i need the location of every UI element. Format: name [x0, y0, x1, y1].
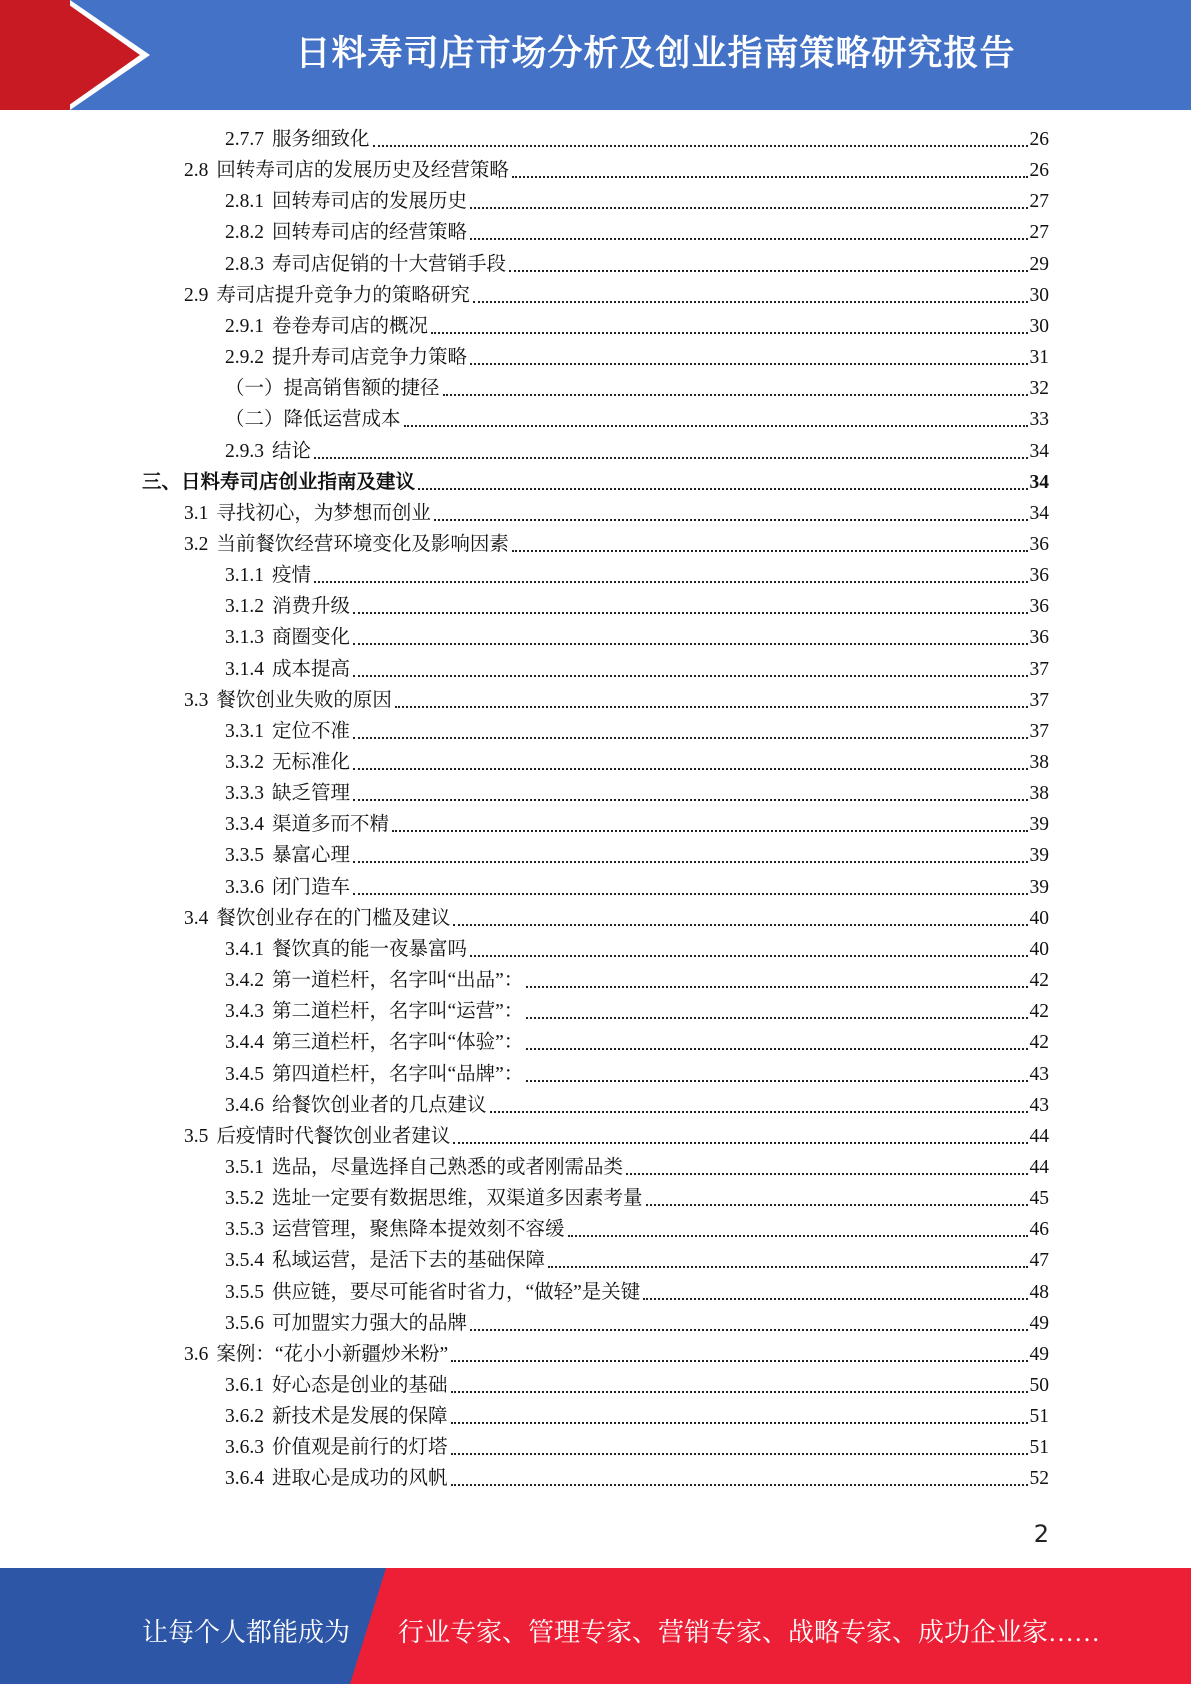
toc-entry[interactable]	[184, 282, 1049, 310]
toc-entry-page: 44	[1029, 1125, 1049, 1147]
toc-entry-number: 3.5.4	[225, 1250, 264, 1272]
toc-entry-title: 选品，尽量选择自己熟悉的或者刚需品类	[272, 1156, 624, 1178]
toc-entry-title: 卷卷寿司店的概况	[272, 315, 429, 337]
toc-leader-dots	[353, 643, 1027, 645]
toc-leader-dots	[646, 1204, 1028, 1206]
toc-entry[interactable]	[184, 1123, 1049, 1151]
toc-entry-title: 无标准化	[272, 752, 351, 773]
toc-leader-dots	[526, 1017, 1027, 1019]
toc-leader-dots	[353, 799, 1027, 801]
toc-entry[interactable]	[225, 1029, 1049, 1057]
toc-entry[interactable]	[225, 1247, 1049, 1275]
toc-leader-dots	[512, 176, 1028, 178]
toc-entry[interactable]	[225, 811, 1049, 839]
toc-entry[interactable]	[225, 1403, 1049, 1431]
toc-entry-title: 可加盟实力强大的品牌	[272, 1312, 468, 1334]
toc-leader-dots	[526, 1080, 1027, 1082]
toc-entry-title: 定位不准	[272, 720, 351, 742]
header-red-chevron	[62, 0, 140, 110]
toc-leader-dots	[353, 861, 1027, 863]
toc-leader-dots	[453, 1142, 1027, 1144]
toc-entry-title: 寿司店提升竞争力的策略研究	[216, 284, 470, 306]
toc-entry-title: 给餐饮创业者的几点建议	[272, 1094, 487, 1116]
toc-entry-title: 案例：“花小小新疆炒米粉”	[216, 1343, 449, 1365]
toc-entry-number: 3.6	[184, 1343, 209, 1365]
toc-entry-number: 3.3.6	[225, 876, 264, 898]
footer-blue-slant	[350, 1568, 386, 1684]
toc-entry-number: 3.1.4	[225, 658, 264, 680]
toc-entry-number: 2.8.2	[225, 222, 264, 244]
toc-entry-page: 27	[1029, 191, 1049, 213]
toc-entry[interactable]	[225, 219, 1049, 247]
toc-entry-page: 30	[1029, 284, 1049, 306]
toc-entry-page: 45	[1029, 1188, 1049, 1210]
toc-entry-title: 三、日料寿司店创业指南及建议	[142, 471, 416, 493]
toc-entry-page: 46	[1029, 1219, 1049, 1241]
toc-leader-dots	[314, 581, 1027, 583]
toc-leader-dots	[490, 1111, 1028, 1113]
toc-leader-dots	[473, 301, 1028, 303]
toc-leader-dots	[451, 1453, 1028, 1455]
toc-entry[interactable]	[184, 687, 1049, 715]
toc-leader-dots	[373, 145, 1028, 147]
toc-entry-page: 38	[1029, 783, 1049, 805]
toc-entry-number: 3.6.4	[225, 1468, 264, 1490]
toc-entry-title: 第二道栏杆，名字叫“运营”：	[272, 1001, 524, 1023]
toc-entry[interactable]	[225, 1372, 1049, 1400]
toc-entry-page: 37	[1029, 689, 1049, 711]
toc-entry-page: 36	[1029, 533, 1049, 555]
footer-slogan-left: 让每个人都能成为	[142, 1618, 351, 1647]
toc-leader-dots	[626, 1173, 1027, 1175]
toc-entry[interactable]	[225, 718, 1049, 746]
toc-entry[interactable]	[225, 780, 1049, 808]
toc-entry[interactable]	[225, 1061, 1049, 1089]
toc-entry[interactable]	[142, 469, 1049, 497]
toc-entry[interactable]	[225, 936, 1049, 964]
toc-entry-number: 3.1.3	[225, 627, 264, 649]
toc-entry-title: 商圈变化	[272, 627, 351, 649]
toc-entry[interactable]	[225, 656, 1049, 684]
toc-entry-page: 49	[1029, 1312, 1049, 1334]
toc-entry-number: 3.1.2	[225, 596, 264, 618]
toc-entry-title: 回转寿司店的经营策略	[272, 222, 468, 244]
toc-entry[interactable]	[225, 842, 1049, 870]
toc-entry-number: 3.1.1	[225, 565, 264, 587]
toc-entry[interactable]	[184, 1341, 1049, 1369]
toc-entry[interactable]	[225, 313, 1049, 341]
toc-entry-title: 第三道栏杆，名字叫“体验”：	[272, 1032, 524, 1054]
toc-entry-page: 26	[1029, 129, 1049, 150]
toc-entry-title: 餐饮真的能一夜暴富吗	[272, 938, 468, 960]
toc-entry-number: 3.4.6	[225, 1094, 264, 1116]
toc-entry-number: 2.9.2	[225, 347, 264, 369]
toc-entry-number: 3.5.2	[225, 1188, 264, 1210]
toc-entry[interactable]	[225, 1154, 1049, 1182]
toc-entry-title: 结论	[272, 440, 312, 462]
toc-entry-page: 39	[1029, 845, 1049, 867]
toc-entry-page: 34	[1029, 440, 1049, 462]
toc-entry-title: 暴富心理	[272, 845, 351, 867]
toc-entry[interactable]	[225, 406, 1049, 434]
toc-entry[interactable]	[225, 998, 1049, 1026]
toc-entry[interactable]	[225, 1310, 1049, 1338]
toc-entry-title: 回转寿司店的发展历史	[272, 191, 468, 213]
toc-entry-page: 36	[1029, 596, 1049, 618]
page-number: 2	[1033, 1520, 1049, 1548]
toc-entry[interactable]	[225, 562, 1049, 590]
toc-entry-number: 3.1	[184, 502, 209, 524]
toc-leader-dots	[509, 270, 1027, 272]
toc-entry-title: 缺乏管理	[272, 783, 351, 805]
toc-entry-page: 32	[1029, 378, 1049, 400]
toc-entry-page: 30	[1029, 315, 1049, 337]
toc-entry[interactable]	[225, 874, 1049, 902]
toc-entry-number: 2.7.7	[225, 129, 264, 150]
toc-entry-page: 50	[1029, 1375, 1049, 1396]
toc-leader-dots	[548, 1266, 1027, 1268]
toc-leader-dots	[418, 488, 1027, 490]
toc-entry[interactable]	[225, 344, 1049, 372]
toc-entry-page: 44	[1029, 1156, 1049, 1178]
toc-entry-page: 33	[1029, 409, 1049, 431]
toc-leader-dots	[353, 893, 1027, 895]
toc-entry-number: 2.9	[184, 284, 209, 306]
toc-leader-dots	[643, 1298, 1027, 1300]
toc-entry[interactable]	[225, 967, 1049, 995]
toc-entry-title: 渠道多而不精	[272, 814, 390, 836]
toc-entry-title: （一）提高销售额的捷径	[225, 378, 440, 400]
toc-leader-dots	[443, 394, 1028, 396]
toc-entry-page: 34	[1029, 471, 1049, 493]
toc-leader-dots	[353, 612, 1027, 614]
toc-entry[interactable]	[225, 375, 1049, 403]
toc-entry-title: （二）降低运营成本	[225, 409, 401, 431]
toc-leader-dots	[526, 1048, 1027, 1050]
toc-entry-number: 3.5.1	[225, 1156, 264, 1178]
toc-entry-title: 提升寿司店竞争力策略	[272, 347, 468, 369]
toc-leader-dots	[470, 207, 1027, 209]
toc-entry-title: 寿司店促销的十大营销手段	[272, 253, 507, 275]
toc-entry-page: 42	[1029, 1001, 1049, 1023]
toc-entry-page: 39	[1029, 814, 1049, 836]
toc-entry-title: 第四道栏杆，名字叫“品牌”：	[272, 1063, 524, 1085]
toc-entry-page: 37	[1029, 658, 1049, 680]
toc-entry-page: 26	[1029, 160, 1049, 182]
toc-entry-page: 31	[1029, 347, 1049, 369]
toc-leader-dots	[568, 1235, 1028, 1237]
toc-entry-page: 40	[1029, 907, 1049, 929]
toc-entry-title: 进取心是成功的风帆	[272, 1468, 448, 1490]
toc-entry-page: 37	[1029, 720, 1049, 742]
toc-leader-dots	[392, 830, 1027, 832]
toc-leader-dots	[451, 1360, 1027, 1362]
toc-entry-page: 27	[1029, 222, 1049, 244]
toc-entry-title: 第一道栏杆，名字叫“出品”：	[272, 970, 524, 992]
toc-entry[interactable]	[184, 531, 1049, 559]
toc-entry-title: 餐饮创业失败的原因	[216, 689, 392, 711]
toc-leader-dots	[470, 238, 1027, 240]
toc-entry[interactable]	[225, 1092, 1049, 1120]
toc-leader-dots	[470, 363, 1027, 365]
toc-entry-title: 服务细致化	[272, 129, 370, 150]
toc-leader-dots	[451, 1484, 1028, 1486]
toc-entry-number: 3.3	[184, 689, 209, 711]
toc-entry-number: 3.2	[184, 533, 209, 555]
toc-entry[interactable]	[225, 624, 1049, 652]
toc-entry-number: 3.3.3	[225, 783, 264, 805]
toc-entry-number: 3.3.4	[225, 814, 264, 836]
toc-entry-title: 成本提高	[272, 658, 351, 680]
toc-entry-page: 43	[1029, 1063, 1049, 1085]
toc-entry-title: 后疫情时代餐饮创业者建议	[216, 1125, 451, 1147]
toc-entry-page: 39	[1029, 876, 1049, 898]
toc-entry-number: 3.6.3	[225, 1437, 264, 1459]
toc-entry-page: 42	[1029, 1032, 1049, 1054]
toc-leader-dots	[470, 955, 1027, 957]
toc-leader-dots	[526, 986, 1027, 988]
toc-entry-page: 40	[1029, 938, 1049, 960]
toc-entry[interactable]	[184, 500, 1049, 528]
toc-entry[interactable]	[225, 126, 1049, 154]
toc-entry-title: 选址一定要有数据思维，双渠道多因素考量	[272, 1188, 643, 1210]
toc-entry-page: 51	[1029, 1406, 1049, 1428]
toc-leader-dots	[451, 1391, 1028, 1393]
toc-entry-title: 私域运营，是活下去的基础保障	[272, 1250, 546, 1272]
toc-entry-number: 2.8.3	[225, 253, 264, 275]
toc-entry-number: 3.3.1	[225, 720, 264, 742]
toc-leader-dots	[470, 1329, 1027, 1331]
toc-entry-number: 3.4.4	[225, 1032, 264, 1054]
toc-entry-page: 43	[1029, 1094, 1049, 1116]
toc-entry-title: 消费升级	[272, 596, 351, 618]
toc-entry[interactable]	[225, 188, 1049, 216]
toc-leader-dots	[434, 519, 1028, 521]
toc-entry-number: 3.5.6	[225, 1312, 264, 1334]
toc-entry-page: 36	[1029, 627, 1049, 649]
toc-entry-title: 餐饮创业存在的门槛及建议	[216, 907, 451, 929]
toc-entry-number: 3.4	[184, 907, 209, 929]
toc-entry-page: 52	[1029, 1468, 1049, 1490]
toc-entry-number: 2.9.3	[225, 440, 264, 462]
toc-entry-title: 回转寿司店的发展历史及经营策略	[216, 160, 509, 182]
toc-entry-title: 疫情	[272, 565, 312, 587]
toc-entry-title: 当前餐饮经营环境变化及影响因素	[216, 533, 509, 555]
toc-entry-title: 闭门造车	[272, 876, 351, 898]
toc-entry[interactable]	[184, 157, 1049, 185]
toc-entry-title: 供应链，要尽可能省时省力，“做轻”是关键	[272, 1281, 641, 1303]
toc-entry[interactable]	[184, 905, 1049, 933]
toc-entry[interactable]	[225, 438, 1049, 466]
toc-leader-dots	[314, 457, 1027, 459]
toc-entry-number: 2.9.1	[225, 315, 264, 337]
toc-leader-dots	[395, 706, 1028, 708]
toc-entry[interactable]	[225, 749, 1049, 777]
toc-entry-title: 寻找初心，为梦想而创业	[216, 502, 431, 524]
toc-entry-page: 29	[1029, 253, 1049, 275]
toc-entry-number: 2.8.1	[225, 191, 264, 213]
toc-entry[interactable]	[225, 1185, 1049, 1213]
toc-leader-dots	[431, 332, 1027, 334]
toc-entry-title: 价值观是前行的灯塔	[272, 1437, 448, 1459]
toc-leader-dots	[353, 737, 1027, 739]
toc-entry-title: 新技术是发展的保障	[272, 1406, 448, 1428]
toc-entry-page: 36	[1029, 565, 1049, 587]
toc-entry-title: 运营管理，聚焦降本提效刻不容缓	[272, 1219, 565, 1241]
toc-entry-number: 2.8	[184, 160, 209, 182]
toc-leader-dots	[404, 425, 1028, 427]
page-header	[0, 0, 1191, 110]
toc-entry-page: 51	[1029, 1437, 1049, 1459]
report-title: 日料寿司店市场分析及创业指南策略研究报告	[295, 34, 1016, 74]
header-red-block	[0, 0, 70, 110]
toc-entry-page: 49	[1029, 1343, 1049, 1365]
toc-leader-dots	[453, 924, 1027, 926]
footer-slogan-right: 行业专家、管理专家、营销专家、战略专家、成功企业家……	[398, 1618, 1101, 1647]
toc-entry-page: 47	[1029, 1250, 1049, 1272]
toc-entry[interactable]	[225, 1279, 1049, 1307]
toc-leader-dots	[512, 550, 1028, 552]
toc-entry-number: 3.4.2	[225, 970, 264, 992]
toc-entry-number: 3.6.1	[225, 1375, 264, 1396]
toc-entry-number: 3.4.5	[225, 1063, 264, 1085]
toc-entry-page: 42	[1029, 970, 1049, 992]
toc-entry-number: 3.3.2	[225, 752, 264, 773]
toc-entry[interactable]	[225, 593, 1049, 621]
toc-entry-number: 3.5.5	[225, 1281, 264, 1303]
toc-leader-dots	[353, 768, 1027, 770]
toc-entry-page: 38	[1029, 752, 1049, 773]
toc-entry-page: 34	[1029, 502, 1049, 524]
toc-entry-number: 3.3.5	[225, 845, 264, 867]
toc-entry[interactable]	[225, 1465, 1049, 1493]
toc-entry[interactable]	[225, 1434, 1049, 1462]
toc-entry-number: 3.4.1	[225, 938, 264, 960]
toc-entry-number: 3.5.3	[225, 1219, 264, 1241]
toc-leader-dots	[353, 675, 1027, 677]
toc-entry-title: 好心态是创业的基础	[272, 1375, 448, 1396]
page-footer	[0, 1568, 1191, 1684]
toc-entry[interactable]	[225, 251, 1049, 279]
toc-entry-page: 48	[1029, 1281, 1049, 1303]
toc-entry-number: 3.5	[184, 1125, 209, 1147]
toc-entry-number: 3.6.2	[225, 1406, 264, 1428]
toc-entry[interactable]	[225, 1216, 1049, 1244]
toc-leader-dots	[451, 1422, 1028, 1424]
toc-entry-number: 3.4.3	[225, 1001, 264, 1023]
